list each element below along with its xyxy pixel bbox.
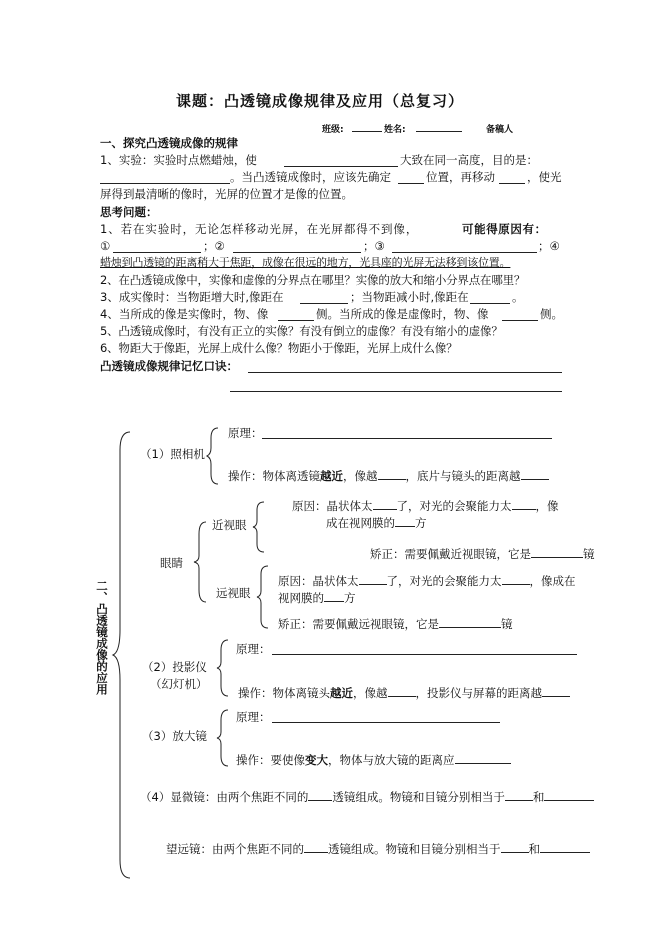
hyperopia-fix (278, 616, 513, 631)
projector-op-c: ，投影仪与屏幕的距离越 (415, 686, 542, 700)
telescope-b: 透镜组成。物镜和目镜分别相当于 (328, 842, 501, 856)
blank-then-move[interactable] (499, 183, 525, 184)
hyperopia-cause2 (278, 590, 356, 605)
myopia-fix-b: 镜 (583, 547, 595, 561)
blank-memory-1[interactable] (248, 372, 562, 373)
microscope-a: 由两个焦距不同的 (216, 790, 309, 804)
q4a: 4、当所成的像是实像时，物、像 (100, 307, 269, 321)
camera-op-b: ，像越 (343, 469, 378, 483)
myopia-cause-e: 方 (415, 516, 427, 530)
magnifier-op (236, 752, 511, 767)
magnifier-op-bold: 变大 (305, 753, 328, 767)
class-blank[interactable] (352, 131, 382, 132)
blank-camera-distance[interactable] (521, 468, 549, 480)
q1d: 蜡烛到凸透镜的距离稍大于焦距，成像在很远的地方，光具座的光屏无法移到该位置。 (100, 256, 511, 269)
hyperopia-cause-b: 了，对光的会聚能力太 (386, 574, 502, 588)
name-label: 姓名: (384, 125, 406, 135)
q3b: ；当物距减小时,像距在 (350, 290, 469, 304)
s1-line2b: 位置，再移动 (426, 170, 495, 184)
q4c: 侧。 (540, 307, 563, 321)
myopia-cause-a: 原因：晶状体太 (292, 499, 373, 513)
blank-reason2[interactable] (233, 252, 361, 253)
projector-principle: 原理： (236, 642, 271, 656)
magnifier-op-a: 操作：要使像 (236, 753, 305, 767)
blank-microscope-objective[interactable] (505, 789, 533, 801)
blank-myopia-lens-type[interactable] (531, 546, 583, 558)
blank-first-fix[interactable] (398, 183, 424, 184)
page-title: 课题：凸透镜成像规律及应用（总复习） (176, 92, 465, 110)
s1-line1b: 大致在同一高度，目的是： (400, 153, 538, 167)
blank-q4-2[interactable] (502, 320, 538, 321)
microscope-line (140, 789, 594, 804)
blank-hyperopia-lens-type[interactable] (439, 616, 501, 628)
blank-reason3[interactable] (392, 252, 537, 253)
q4b: 侧。当所成的像是虚像时，物、像 (316, 307, 489, 321)
hyperopia-fix-a: 矫正：需要佩戴远视眼镜，它是 (278, 617, 439, 631)
blank-reason1[interactable] (113, 252, 201, 253)
section2-brace (112, 430, 132, 880)
myopia-fix (370, 546, 595, 561)
hyperopia-cause-a: 原因：晶状体太 (278, 574, 359, 588)
projector-op-bold: 越近 (330, 686, 353, 700)
magnifier-brace (216, 708, 230, 768)
telescope-line (166, 841, 590, 856)
q1a: 1、若在实验时，无论怎样移动光屏，在光屏都得不到像， (100, 222, 419, 236)
blank-magnifier-principle[interactable] (272, 722, 500, 723)
blank-camera-principle[interactable] (262, 438, 552, 439)
telescope-label: 望远镜： (166, 842, 212, 856)
blank-projector-principle[interactable] (272, 654, 577, 655)
blank-q4-1[interactable] (278, 320, 314, 321)
s1-line1a: 1、实验：实验时点燃蜡烛，使 (100, 153, 257, 167)
s1-line3: 屏得到最清晰的像时，光屏的位置才是像的位置。 (100, 187, 353, 201)
blank-hyperopia-side[interactable] (324, 590, 344, 602)
hyperopia-label: 远视眼 (216, 586, 251, 600)
camera-op-a: 操作：物体离透镜 (228, 469, 320, 483)
blank-hyperopia-power[interactable] (502, 573, 530, 585)
hyperopia-cause-c: ，像成在 (529, 574, 576, 588)
q2: 2、在凸透镜成像中，实像和虚像的分界点在哪里？实像的放大和缩小分界点在哪里？ (100, 273, 526, 287)
camera-op-bold: 越近 (320, 469, 343, 483)
blank-projector-image[interactable] (388, 685, 416, 697)
hyperopia-cause (278, 573, 576, 588)
blank-height-items[interactable] (284, 166, 398, 167)
hyperopia-brace (256, 564, 270, 630)
blank-myopia-power[interactable] (512, 498, 536, 510)
q1-c1: ① (100, 239, 111, 253)
q1-c4: ；④ (538, 239, 560, 253)
projector-label2: （幻灯机） (150, 677, 208, 691)
projector-op (238, 685, 570, 700)
blank-microscope-eyepiece[interactable] (544, 789, 594, 801)
blank-magnifier-distance[interactable] (455, 752, 511, 764)
section2-vertical-label: 二、凸透镜成像的应用 (95, 580, 109, 695)
magnifier-op-b: ，物体与放大镜的距离应 (328, 753, 455, 767)
blank-telescope-lens[interactable] (304, 841, 328, 853)
camera-principle: 原理： (228, 426, 263, 440)
author-label: 备稿人 (486, 125, 514, 135)
magnifier-principle: 原理： (236, 710, 271, 724)
telescope-a: 由两个焦距不同的 (212, 842, 304, 856)
projector-label: （2）投影仪 (142, 660, 207, 674)
blank-purpose[interactable] (100, 183, 230, 184)
hyperopia-fix-b: 镜 (501, 617, 513, 631)
q3c: 。 (512, 290, 524, 304)
memory-label: 凸透镜成像规律记忆口诀： (100, 359, 238, 373)
name-blank[interactable] (416, 131, 462, 132)
blank-myopia-lens[interactable] (373, 498, 397, 510)
camera-label: （1）照相机 (140, 447, 205, 461)
projector-op-b: ，像越 (353, 686, 388, 700)
myopia-brace (252, 500, 266, 554)
myopia-fix-a: 矫正：需要佩戴近视眼镜，它是 (370, 547, 531, 561)
myopia-cause-d: 成在视网膜的 (326, 516, 395, 530)
myopia-cause-b: 了，对光的会聚能力太 (396, 499, 512, 513)
microscope-b: 透镜组成。物镜和目镜分别相当于 (332, 790, 505, 804)
microscope-c: 和 (532, 790, 545, 804)
microscope-label: （4）显微镜： (140, 790, 217, 804)
blank-myopia-side[interactable] (395, 515, 415, 527)
class-label: 班级: (322, 125, 344, 135)
myopia-cause2 (326, 515, 427, 530)
q6: 6、物距大于像距，光屏上成什么像？物距小于像距，光屏上成什么像？ (100, 341, 458, 355)
hyperopia-cause-e: 方 (344, 591, 356, 605)
telescope-c: 和 (528, 842, 540, 856)
q1b: 可能得原因有： (462, 222, 547, 236)
blank-projector-distance[interactable] (542, 685, 570, 697)
q1-c2: ；② (203, 239, 225, 253)
blank-hyperopia-lens[interactable] (359, 573, 387, 585)
blank-camera-image[interactable] (378, 468, 406, 480)
blank-q3-1[interactable] (300, 303, 348, 304)
q5: 5、凸透镜成像时，有没有正立的实像？有没有倒立的虚像？有没有缩小的虚像？ (100, 324, 503, 338)
blank-telescope-objective[interactable] (501, 841, 529, 853)
q3a: 3、成实像时：当物距增大时,像距在 (100, 290, 284, 304)
eye-brace (192, 520, 208, 604)
s1-line2a: 。当凸透镜成像时，应该先确定 (230, 170, 391, 184)
blank-microscope-lens[interactable] (308, 789, 332, 801)
blank-q3-2[interactable] (470, 303, 510, 304)
camera-brace (206, 426, 220, 486)
projector-brace (216, 638, 230, 698)
s1-line2c: ，使光 (527, 170, 562, 184)
q1-c3: ；③ (363, 239, 385, 253)
myopia-cause-c: ，像 (535, 499, 559, 513)
blank-memory-2[interactable] (230, 391, 562, 392)
think-heading: 思考问题： (100, 205, 158, 219)
camera-op (228, 468, 549, 483)
myopia-cause (292, 498, 559, 513)
projector-op-a: 操作：物体离镜头 (238, 686, 330, 700)
blank-telescope-eyepiece[interactable] (540, 841, 590, 853)
hyperopia-cause-d: 视网膜的 (278, 591, 324, 605)
eye-label: 眼睛 (160, 556, 183, 570)
magnifier-label: （3）放大镜 (142, 729, 207, 743)
myopia-label: 近视眼 (212, 518, 247, 532)
section1-heading: 一、探究凸透镜成像的规律 (100, 136, 238, 150)
camera-op-c: ，底片与镜头的距离越 (405, 469, 521, 483)
